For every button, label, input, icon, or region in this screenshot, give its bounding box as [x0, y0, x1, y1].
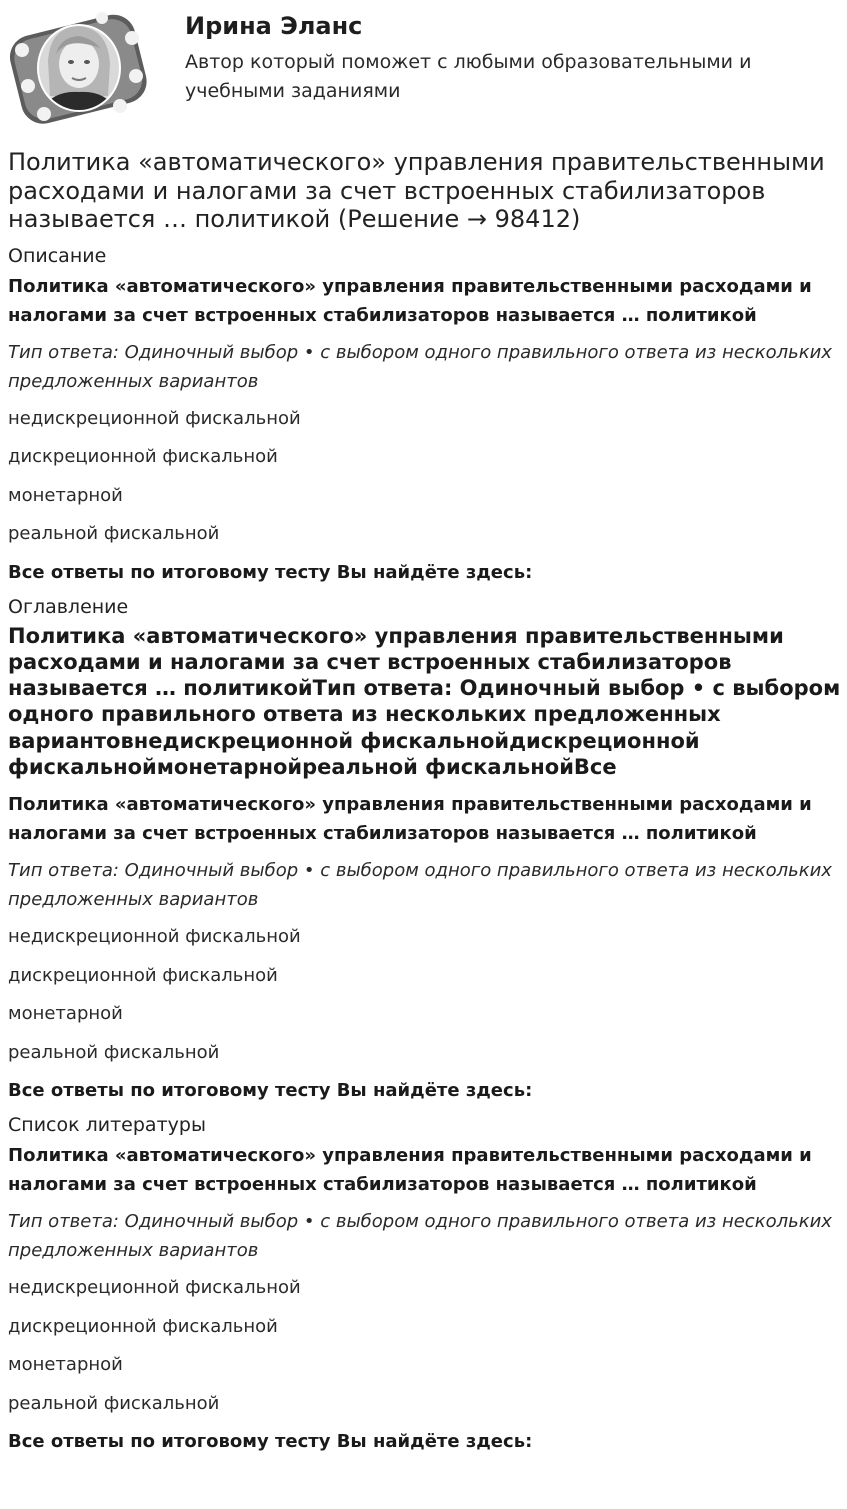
question-text: Политика «автоматического» управления правительственными расходами и налогами за счет встроенных стабилизаторов называется … политикой [8, 1145, 812, 1196]
description-section [8, 244, 843, 587]
question-text: Политика «автоматического» управления правительственными расходами и налогами за счет встроенных стабилизаторов называется … политикой [8, 794, 812, 845]
option-item: реальной фискальной [8, 523, 220, 544]
option-item: монетарной [8, 484, 123, 506]
all-answers-text: Все ответы по итоговому тесту Вы найдёте здесь: [8, 1431, 533, 1453]
description-heading: Описание [8, 244, 107, 267]
option-item: монетарной [8, 1354, 123, 1376]
references-heading: Список литературы [8, 1114, 206, 1137]
author-description: Автор который поможет с любыми образовательными и учебными заданиями [185, 51, 752, 102]
answer-type: Тип ответа: Одиночный выбор • с выбором одного правильного ответа из нескольких предложенных вариантов [8, 341, 832, 392]
option-item: недискреционной фискальной [8, 1277, 301, 1299]
option-item: дискреционной фискальной [8, 1315, 278, 1337]
main-content [8, 148, 843, 1464]
author-header [0, 0, 847, 142]
option-item: недискреционной фискальной [8, 926, 301, 948]
question-text: Политика «автоматического» управления правительственными расходами и налогами за счет встроенных стабилизаторов называется … политикой [8, 275, 812, 326]
toc-section [8, 595, 843, 1106]
option-item: реальной фискальной [8, 1392, 220, 1414]
option-item: реальной фискальной [8, 1041, 220, 1063]
option-item: монетарной [8, 1003, 123, 1025]
author-avatar[interactable] [8, 6, 150, 128]
all-answers-text: Все ответы по итоговому тесту Вы найдёте здесь: [8, 561, 533, 583]
author-name[interactable]: Ирина Эланс [185, 12, 363, 40]
option-item: дискреционной фискальной [8, 964, 278, 986]
references-section [8, 1113, 843, 1456]
answer-type: Тип ответа: Одиночный выбор • с выбором одного правильного ответа из нескольких предложенных вариантов [8, 860, 832, 911]
option-item: недискреционной фискальной [8, 407, 301, 429]
answer-type: Тип ответа: Одиночный выбор • с выбором одного правильного ответа из нескольких предложенных вариантов [8, 1211, 832, 1262]
toc-summary: Политика «автоматического» управления правительственными расходами и налогами за счет встроенных стабилизаторов называется … политикойТип ответа: Одиночный выбор • с выбором одного правильного ответа из нескольких предложенных вариантовнедискреционной фискальнойдискреционной фискальноймонетарнойреальной фискальнойВсе [8, 623, 841, 779]
all-answers-text: Все ответы по итоговому тесту Вы найдёте здесь: [8, 1080, 533, 1102]
page-title: Политика «автоматического» управления правительственными расходами и налогами за счет встроенных стабилизаторов называется … политикой (Решение → 98412) [8, 148, 825, 233]
option-item: дискреционной фискальной [8, 446, 278, 467]
toc-heading: Оглавление [8, 595, 129, 618]
